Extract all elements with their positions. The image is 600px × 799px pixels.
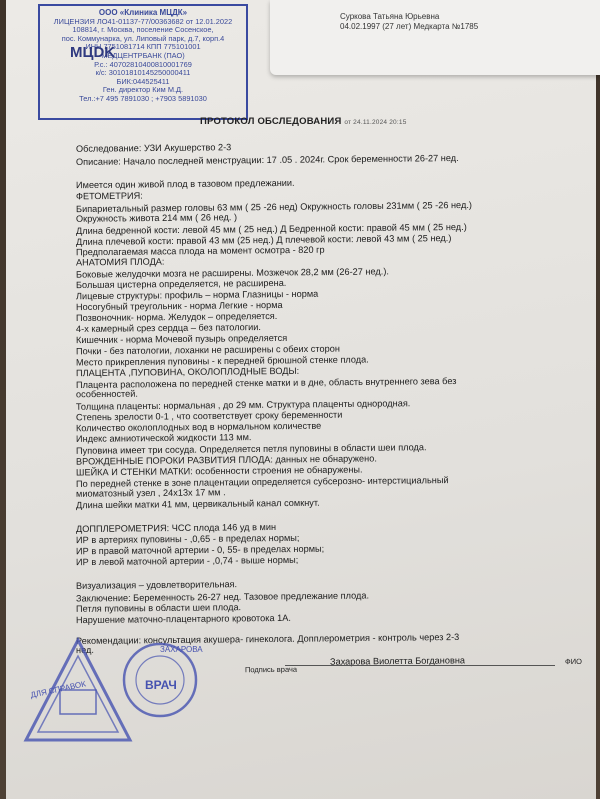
- clinic-license: ЛИЦЕНЗИЯ ЛО41-01137-77/00363682 от 12.01.2022: [53, 16, 233, 26]
- report-line: Заключение: Беременность 26-27 нед. Тазовое предлежание плода.: [75, 590, 370, 604]
- report-line: Лицевые структуры: профиль – норма Глазницы - норма: [75, 288, 319, 302]
- clinic-address-2: пос. Коммунарка, ул. Липовый парк, д.7, корп.4: [61, 33, 225, 43]
- report-line: Толщина плаценты: нормальная , до 29 мм. Структура плаценты однородная.: [75, 398, 411, 412]
- stamp-text-dlya-spravok: ДЛЯ СПРАВОК: [29, 679, 87, 700]
- patient-name: Суркова Татьяна Юрьевна: [340, 12, 440, 21]
- report-line: Длина плечевой кости: правой 43 мм (25 нед.) Д плечевой кости: левой 43 мм ( 25 нед.): [75, 233, 452, 247]
- report-line: Большая цистерна определяется, не расширена.: [75, 277, 287, 291]
- report-line: Окружность живота 214 мм ( 26 нед. ): [75, 212, 238, 224]
- report-line: Место прикрепления пуповины - к передней брюшной стенке плода.: [75, 354, 369, 368]
- stamp-text-doctor-surname: ЗАХАРОВА: [160, 645, 203, 654]
- protocol-title-text: ПРОТОКОЛ ОБСЛЕДОВАНИЯ: [200, 116, 342, 127]
- report-line: ФЕТОМЕТРИЯ:: [75, 190, 143, 202]
- report-line: особенностей.: [75, 388, 138, 400]
- report-line: Предполагаемая масса плода на момент осмотра - 820 гр: [75, 244, 325, 258]
- report-line: 4-х камерный срез сердца – без патологии.: [75, 322, 261, 334]
- clinic-director: Ген. директор Ким М.Д.: [102, 85, 184, 95]
- report-line: Подпись врача: [244, 664, 298, 675]
- clinic-inn: ИНН 7751081714 КПП 775101001: [85, 42, 201, 52]
- clinic-bank: МЕДЦЕНТРБАНК (ПАО): [101, 50, 185, 60]
- clinic-logo: МЦDK: [70, 44, 116, 61]
- report-line: Кишечник - норма Мочевой пузырь определяется: [75, 332, 288, 346]
- protocol-title: [200, 116, 407, 127]
- report-line: Бипариетальный размер головы 63 мм ( 25 -26 нед) Окружность головы 231мм ( 25 -26 нед.): [75, 199, 472, 215]
- report-line: Количество околоплодных вод в нормальном количестве: [75, 420, 322, 434]
- report-line: ФИО: [564, 656, 582, 667]
- report-line: Длина шейки матки 41 мм, цервикальный канал сомкнут.: [75, 497, 320, 511]
- signature-line: [285, 665, 555, 666]
- report-line: Обследование: УЗИ Акушерство 2-3: [75, 142, 232, 154]
- report-line: Носогубный треугольник - норма Легкие - норма: [75, 299, 283, 313]
- report-line: Имеется один живой плод в тазовом предлежании.: [75, 177, 295, 191]
- report-line: ШЕЙКА И СТЕНКИ МАТКИ: особенности строения не обнаружены.: [75, 464, 363, 478]
- report-line: Индекс амниотической жидкости 113 мм.: [75, 432, 252, 444]
- report-line: АНАТОМИЯ ПЛОДА:: [75, 256, 165, 268]
- report-line: Позвоночник- норма. Желудок – определяется.: [75, 310, 278, 324]
- report-line: ПЛАЦЕНТА ,ПУПОВИНА, ОКОЛОПЛОДНЫЕ ВОДЫ:: [75, 365, 300, 379]
- stamp-text-vrach: ВРАЧ: [145, 678, 177, 692]
- patient-info: [340, 12, 478, 32]
- report-line: Описание: Начало последней менструации: 17 .05 . 2024г. Срок беременности 26-27 нед.: [75, 152, 459, 168]
- clinic-phone: Тел.:+7 495 7891030 ; +7903 5891030: [79, 93, 207, 103]
- report-line: нед.: [75, 644, 94, 656]
- report-line: миоматозный узел , 24х13х 17 мм .: [75, 487, 226, 499]
- report-line: ИР в артериях пуповины - ,0,65 - в пределах нормы;: [75, 532, 300, 546]
- clinic-ks: к/с: 30101810145250000411: [95, 68, 191, 78]
- patient-details: 04.02.1997 (27 лет) Медкарта №1785: [340, 22, 479, 31]
- clinic-rs: Р.с.: 40702810400810001769: [94, 59, 192, 69]
- report-line: Петля пуповины в области шеи плода.: [75, 602, 242, 614]
- report-line: Почки - без патологии, лоханки не расширены с обеих сторон: [75, 343, 340, 357]
- report-line: Рекомендации: консультация акушера- гинеколога. Допплерометрия - контроль через 2-3: [75, 631, 460, 647]
- report-line: По передней стенке в зоне плацентации определяется субсерозно- интерстициальный: [75, 475, 449, 489]
- report-line: Длина бедренной кости: левой 45 мм ( 25 нед.) Д Бедренной кости: правой 45 мм ( 25 нед.): [75, 221, 467, 237]
- report-line: ВРОЖДЕННЫЕ ПОРОКИ РАЗВИТИЯ ПЛОДА: данных не обнаружено.: [75, 453, 377, 467]
- report-line: Плацента расположена по передней стенке матки и в дне, область внутреннего зева без: [75, 376, 457, 390]
- report-line: Захарова Виолетта Богдановна: [329, 655, 466, 667]
- report-line: Пуповина имеет три сосуда. Определяется петля пуповины в области шеи плода.: [75, 442, 427, 456]
- report-line: Визуализация – удовлетворительная.: [75, 579, 238, 591]
- clinic-bik: БИК:044525411: [116, 76, 170, 86]
- clinic-header-stamp: [38, 4, 248, 120]
- clinic-address-1: 108814, г. Москва, поселение Сосенское,: [72, 25, 214, 35]
- report-line: Боковые желудочки мозга не расширены. Мозжечок 28,2 мм (26-27 нед.).: [75, 266, 389, 280]
- report-line: Степень зрелости 0-1 , что соответствует сроку беременности: [75, 409, 343, 423]
- report-line: ИР в правой маточной артерии - 0, 55- в пределах нормы;: [75, 543, 325, 557]
- report-line: Нарушение маточно-плацентарного кровотока 1А.: [75, 612, 291, 626]
- clinic-name: ООО «Клиника МЦДК»: [98, 8, 188, 17]
- report-line: ИР в левой маточной артерии - ,0,74 - выше нормы;: [75, 554, 299, 568]
- protocol-date: от 24.11.2024 20:15: [344, 119, 407, 126]
- report-line: ДОППЛЕРОМЕТРИЯ: ЧСС плода 146 уд в мин: [75, 521, 277, 535]
